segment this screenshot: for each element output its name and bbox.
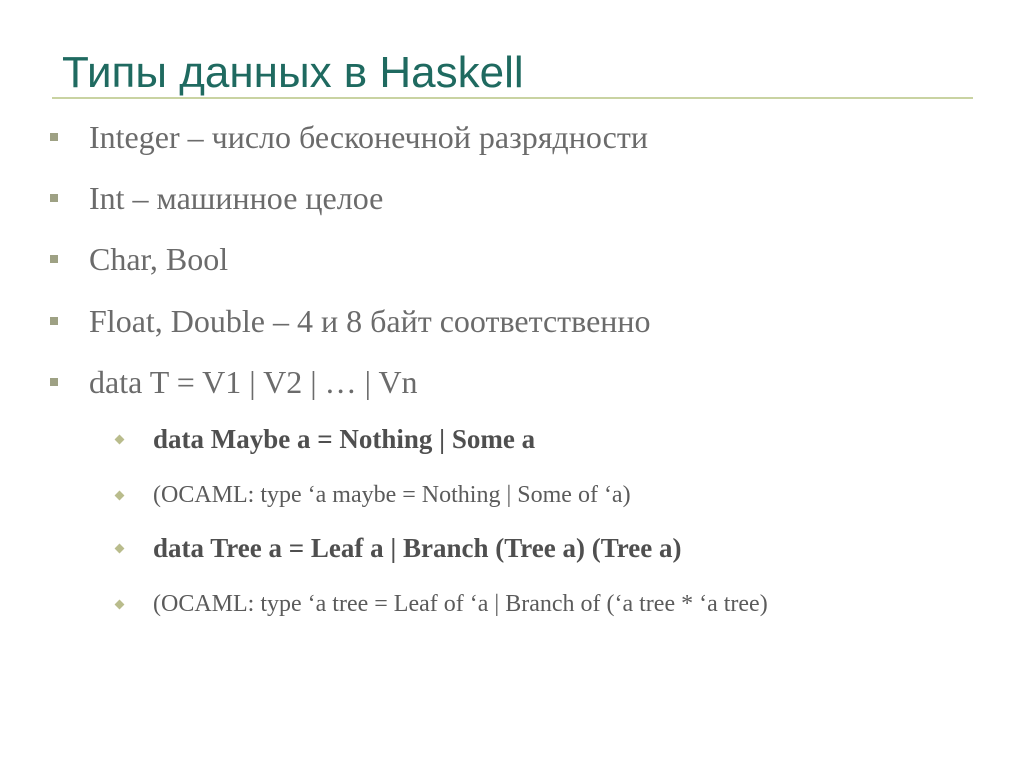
diamond-bullet-icon [115, 490, 125, 500]
bullet-text: Integer – число бесконечной разрядности [89, 119, 648, 155]
square-bullet-icon [50, 378, 58, 386]
sub-bullet-text: data Maybe a = Nothing | Some a [153, 424, 536, 454]
bullet-item-integer [50, 115, 648, 159]
square-bullet-icon [50, 133, 58, 141]
title-underline [52, 97, 973, 99]
bullet-text: Int – машинное целое [89, 180, 384, 216]
diamond-bullet-icon [115, 434, 125, 444]
square-bullet-icon [50, 255, 58, 263]
bullet-text: Float, Double – 4 и 8 байт соответственно [89, 303, 651, 339]
sub-bullet-text: (OCAML: type ‘a tree = Leaf of ‘a | Branch of (‘a tree * ‘a tree) [153, 591, 768, 617]
bullet-item-data-t [50, 360, 418, 404]
slide-title: Типы данных в Haskell [62, 48, 524, 97]
sub-bullet-tree [116, 530, 681, 566]
sub-bullet-ocaml-tree [116, 586, 768, 622]
diamond-bullet-icon [115, 543, 125, 553]
sub-bullet-text: data Tree a = Leaf a | Branch (Tree a) (Tree a) [153, 533, 682, 563]
square-bullet-icon [50, 194, 58, 202]
sub-bullet-text: (OCAML: type ‘a maybe = Nothing | Some of ‘a) [153, 482, 631, 508]
bullet-text: Char, Bool [89, 241, 229, 277]
diamond-bullet-icon [115, 599, 125, 609]
bullet-item-char-bool [50, 237, 228, 281]
bullet-text: data T = V1 | V2 | … | Vn [89, 364, 418, 400]
bullet-item-int [50, 176, 383, 220]
sub-bullet-ocaml-maybe [116, 477, 631, 513]
square-bullet-icon [50, 317, 58, 325]
sub-bullet-maybe [116, 421, 535, 457]
bullet-item-float-double [50, 299, 651, 343]
